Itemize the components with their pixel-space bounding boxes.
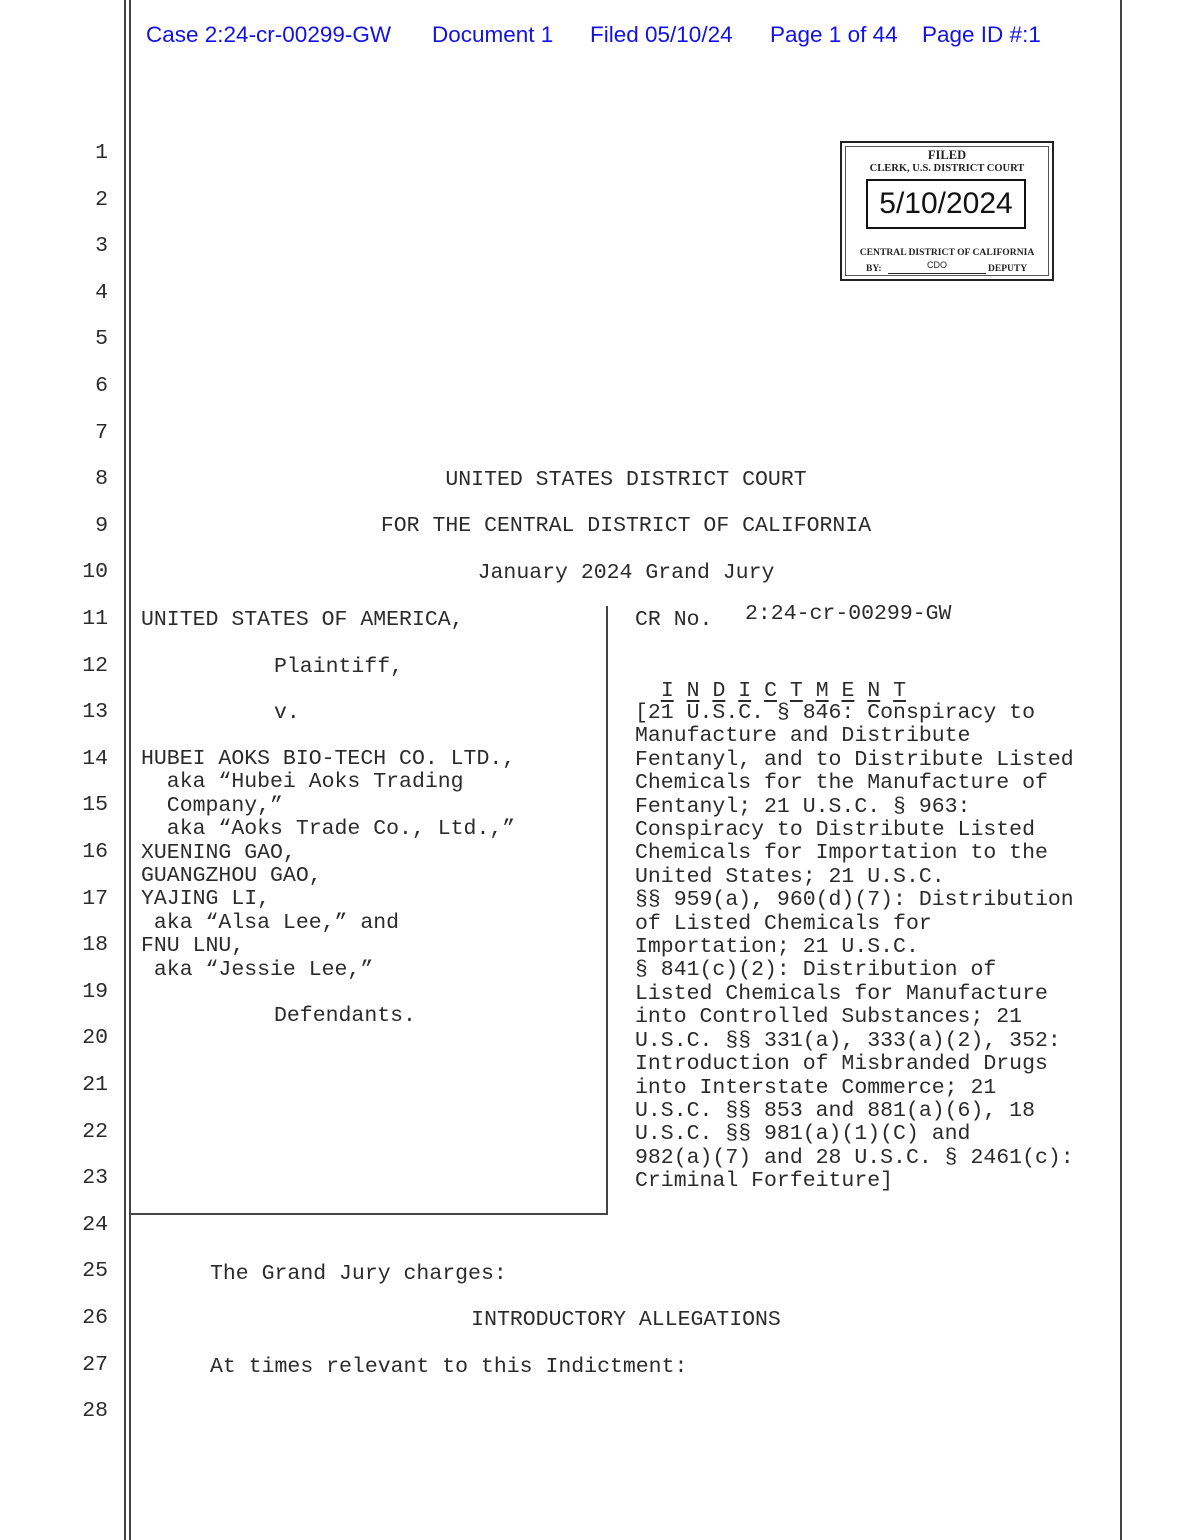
defendant-line: XUENING GAO,: [141, 840, 296, 865]
indictment-letter: N: [867, 679, 881, 703]
plaintiff-label: Plaintiff,: [274, 655, 404, 679]
court-name: UNITED STATES DISTRICT COURT: [445, 468, 807, 492]
filed-date-header: Filed 05/10/24: [590, 22, 733, 47]
statute-line: United States; 21 U.S.C.: [635, 864, 945, 889]
statutes-block: [635, 702, 1074, 1194]
line-number: 21: [82, 1073, 108, 1097]
defendant-line: aka “Alsa Lee,” and: [141, 910, 400, 935]
section-heading: INTRODUCTORY ALLEGATIONS: [471, 1308, 781, 1332]
indictment-letter: E: [841, 679, 855, 703]
page-id-header: Page ID #:1: [922, 22, 1041, 47]
line-number: 2: [95, 187, 108, 212]
statute-line: § 841(c)(2): Distribution of: [635, 958, 997, 983]
line-number: 4: [95, 280, 108, 305]
defendant-line: Company,”: [141, 793, 283, 818]
indictment-letter: I: [738, 679, 752, 703]
statute-line: Manufacture and Distribute: [635, 724, 971, 749]
case-number-header: Case 2:24-cr-00299-GW: [146, 22, 392, 47]
statute-line: U.S.C. §§ 853 and 881(a)(6), 18: [635, 1098, 1035, 1123]
statute-line: Importation; 21 U.S.C.: [635, 935, 919, 960]
indictment-letter: I: [660, 679, 674, 703]
line-number: 10: [82, 560, 108, 585]
grand-jury-term: January 2024 Grand Jury: [477, 561, 775, 585]
statute-line: into Controlled Substances; 21: [635, 1005, 1023, 1030]
line-number: 19: [82, 979, 108, 1004]
line-number: 11: [82, 607, 108, 631]
stamp-by-label: BY:: [866, 264, 882, 274]
indictment-letter: T: [789, 679, 803, 703]
indictment-letter: N: [686, 679, 700, 703]
court-district: FOR THE CENTRAL DISTRICT OF CALIFORNIA: [380, 514, 872, 538]
line-number: 17: [82, 886, 108, 911]
line-number: 13: [82, 700, 108, 725]
caption-divider-vertical: [606, 606, 608, 1214]
relevant-times: At times relevant to this Indictment:: [210, 1355, 688, 1379]
stamp-district-label: CENTRAL DISTRICT OF CALIFORNIA: [859, 247, 1035, 258]
line-number: 8: [95, 467, 108, 492]
statute-line: Fentanyl; 21 U.S.C. § 963:: [635, 794, 971, 819]
defendant-line: GUANGZHOU GAO,: [141, 864, 322, 889]
line-number: 24: [82, 1212, 108, 1237]
defendant-line: HUBEI AOKS BIO-TECH CO. LTD.,: [141, 747, 516, 771]
line-number: 18: [82, 933, 108, 958]
statute-line: [21 U.S.C. § 846: Conspiracy to: [635, 701, 1035, 725]
statute-line: U.S.C. §§ 331(a), 333(a)(2), 352:: [635, 1028, 1061, 1053]
line-number: 6: [95, 374, 108, 398]
statute-line: Listed Chemicals for Manufacture: [635, 981, 1048, 1006]
defendants-list: [141, 748, 515, 982]
statute-line: §§ 959(a), 960(d)(7): Distribution: [635, 888, 1074, 913]
cr-number-label: CR No.: [635, 608, 713, 632]
line-number: 16: [82, 840, 108, 864]
line-number: 28: [82, 1399, 108, 1424]
stamp-clerk-label: CLERK, U.S. DISTRICT COURT: [869, 163, 1025, 174]
defendant-line: aka “Jessie Lee,”: [141, 957, 374, 982]
statute-line: Chemicals for Importation to the: [635, 841, 1048, 866]
statute-line: Chemicals for the Manufacture of: [635, 771, 1048, 796]
grand-jury-charges: The Grand Jury charges:: [210, 1262, 507, 1286]
left-margin-rule-outer: [124, 0, 126, 1540]
defendant-line: YAJING LI,: [141, 887, 271, 912]
defendant-line: aka “Aoks Trade Co., Ltd.,”: [141, 817, 516, 842]
line-number: 12: [82, 653, 108, 678]
line-number: 26: [82, 1306, 108, 1330]
line-number: 20: [82, 1026, 108, 1051]
stamp-filed-label: FILED: [927, 148, 967, 162]
statute-line: 982(a)(7) and 28 U.S.C. § 2461(c):: [635, 1145, 1074, 1170]
plaintiff-name: UNITED STATES OF AMERICA,: [141, 608, 464, 632]
line-number: 15: [82, 793, 108, 818]
statute-line: Conspiracy to Distribute Listed: [635, 818, 1035, 843]
defendant-line: FNU LNU,: [141, 934, 245, 959]
indictment-letter: T: [893, 679, 907, 703]
line-number: 14: [82, 746, 108, 771]
caption-divider-horizontal: [130, 1213, 608, 1215]
indictment-letter: D: [712, 679, 726, 703]
line-number: 27: [82, 1352, 108, 1377]
line-number: 22: [82, 1119, 108, 1144]
defendants-label: Defendants.: [274, 1004, 416, 1028]
statute-line: U.S.C. §§ 981(a)(1)(C) and: [635, 1122, 971, 1147]
statute-line: Introduction of Misbranded Drugs: [635, 1052, 1048, 1077]
stamp-deputy-label: DEPUTY: [988, 264, 1028, 274]
versus: v.: [274, 701, 300, 725]
filed-stamp: [840, 141, 1054, 281]
line-number: 9: [95, 513, 108, 538]
line-number: 7: [95, 420, 108, 445]
stamp-date: 5/10/2024: [866, 179, 1026, 229]
statute-line: Fentanyl, and to Distribute Listed: [635, 747, 1074, 772]
stamp-initials: CDO: [927, 260, 947, 270]
stamp-signature-line: [888, 273, 986, 274]
line-number: 23: [82, 1166, 108, 1191]
indictment-title: [635, 655, 906, 703]
statute-line: Criminal Forfeiture]: [635, 1169, 894, 1194]
line-number: 3: [95, 234, 108, 259]
defendant-line: aka “Hubei Aoks Trading: [141, 770, 464, 795]
statute-line: into Interstate Commerce; 21: [635, 1075, 997, 1100]
document-number-header: Document 1: [432, 22, 554, 47]
cr-number: 2:24-cr-00299-GW: [745, 602, 952, 626]
indictment-letter: C: [764, 679, 777, 703]
line-number: 25: [82, 1259, 108, 1284]
indictment-letter: M: [815, 679, 829, 703]
page-count-header: Page 1 of 44: [770, 22, 898, 47]
line-number: 1: [95, 141, 108, 165]
line-number: 5: [95, 327, 108, 352]
statute-line: of Listed Chemicals for: [635, 911, 932, 936]
